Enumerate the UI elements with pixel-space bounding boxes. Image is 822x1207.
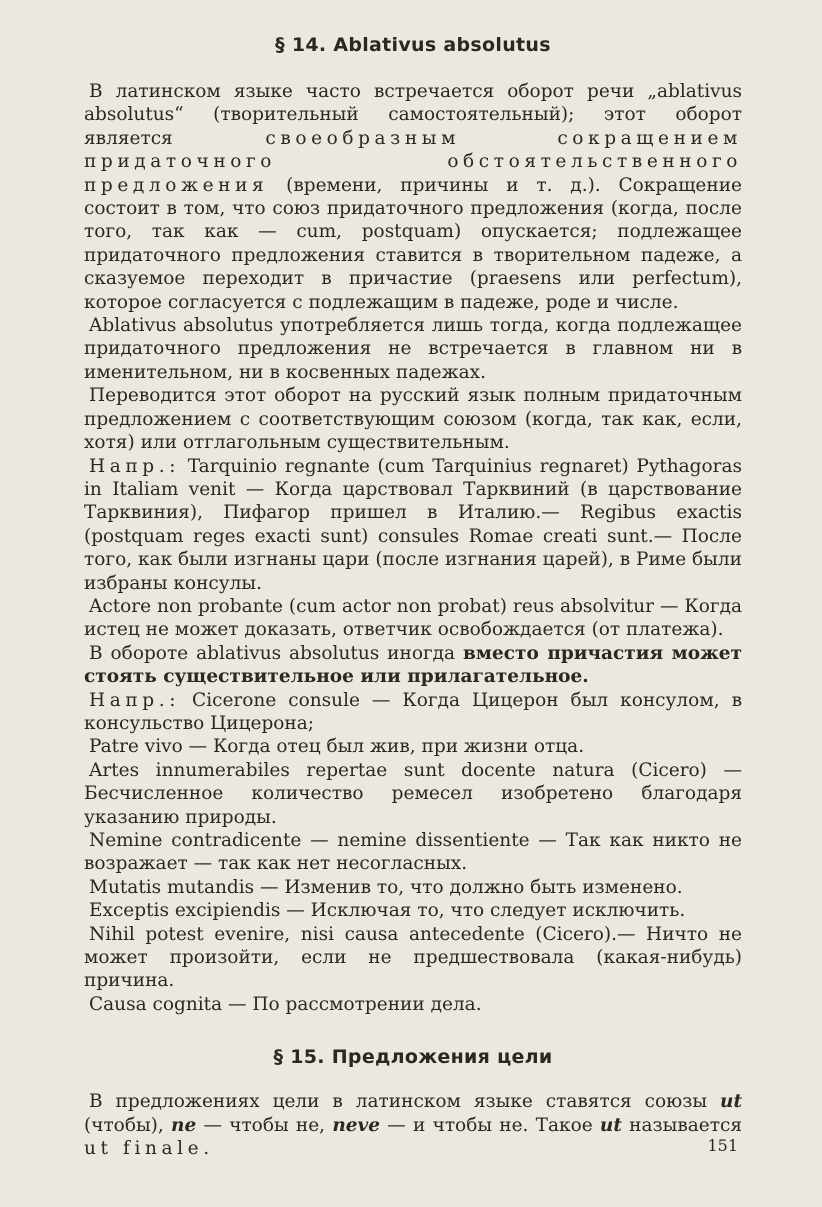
spaced-emphasis: своеобразным сокращением придаточного обстоятельственного предложения [84, 127, 743, 196]
italic-term: ut [599, 1114, 622, 1136]
paragraph [84, 80, 742, 314]
paragraph [84, 455, 742, 595]
text-run: — чтобы не, [196, 1114, 333, 1136]
example-lead: Напр.: [89, 689, 181, 711]
paragraph [84, 1090, 742, 1160]
page-number: 151 [707, 1136, 738, 1155]
spaced-term: ut finale [84, 1138, 204, 1160]
text-run: Tarquinio regnante (cum Tarquinius regnaret) Pythagoras in Italiam venit — Когда царствовал Тарквиний (в царствование Тарквиния), Пифагор пришел в Италию.— Regibus exactis (postquam reges exacti sunt) consules Romae creati sunt.— После того, как были изгнаны цари (после изгнания царей), в Риме были избраны консулы. [84, 455, 742, 594]
paragraph: Causa cognita — По рассмотрении дела. [89, 993, 482, 1015]
paragraph: Actore non probante (cum actor non probat) reus absolvitur — Когда истец не может доказать, ответчик освобождается (от платежа). [84, 595, 742, 641]
paragraph [84, 642, 742, 689]
section-15-title: § 15. Предложения цели [273, 1046, 553, 1069]
paragraph: Nihil potest evenire, nisi causa antecedente (Cicero).— Ничто не может произойти, если не предшествовала (какая-нибудь) причина. [84, 923, 742, 992]
text-run: Cicerone consule — Когда Цицерон был консулом, в консульство Цицерона; [84, 689, 742, 734]
paragraph: Ablativus absolutus употребляется лишь тогда, когда подлежащее придаточного предложения не встречается в главном ни в именительном, ни в косвенных падежах. [84, 315, 742, 383]
text-run: В обороте ablativus absolutus иногда [89, 642, 464, 664]
paragraph: Artes innumerabiles repertae sunt docente natura (Cicero) — Бесчисленное количество ремесел изобретено благодаря указанию природы. [84, 759, 742, 828]
example-lead: Напр.: [89, 455, 181, 477]
paragraph: Nemine contradicente — nemine dissentiente — Так как никто не возражает — так как нет несогласных. [84, 830, 742, 875]
text-run: (чтобы), [84, 1114, 172, 1136]
paragraph: Переводится этот оборот на русский язык полным придаточным предложением с соответствующим союзом (когда, так как, если, хотя) или отглагольным существительным. [84, 385, 742, 454]
italic-term: ne [171, 1114, 197, 1136]
bold-emphasis: вместо причастия может стоять существительное или прилагательное. [84, 642, 742, 688]
italic-term: neve [332, 1114, 381, 1136]
text-run: — и чтобы не. Такое [380, 1114, 600, 1136]
section-14-title: § 14. Ablativus absolutus [275, 34, 551, 56]
paragraph: Patre vivo — Когда отец был жив, при жизни отца. [89, 736, 585, 758]
paragraph [84, 689, 742, 736]
text-run: называется [621, 1114, 742, 1136]
text-run: . [203, 1138, 210, 1160]
text-run: (времени, причины и т. д.). Сокращение состоит в том, что союз придаточного предложения (когда, после того, так как — cum, postquam) опускается; подлежащее придаточного предложения ставится в творительном падеже, а сказуемое переходит в причастие (praesens или perfectum), которое согласуется с подлежащим в падеже, роде и числе. [84, 174, 742, 313]
text-run: В предложениях цели в латинском языке ставятся союзы [89, 1091, 720, 1113]
text-run: В латинском языке часто встречается оборот речи „ablativus absolutus“ (творительный самостоятельный); этот оборот является [84, 81, 742, 149]
italic-term: ut [720, 1091, 742, 1113]
paragraph: Exceptis excipiendis — Исключая то, что следует исключить. [89, 900, 686, 922]
paragraph: Mutatis mutandis — Изменив то, что должно быть изменено. [89, 876, 683, 898]
